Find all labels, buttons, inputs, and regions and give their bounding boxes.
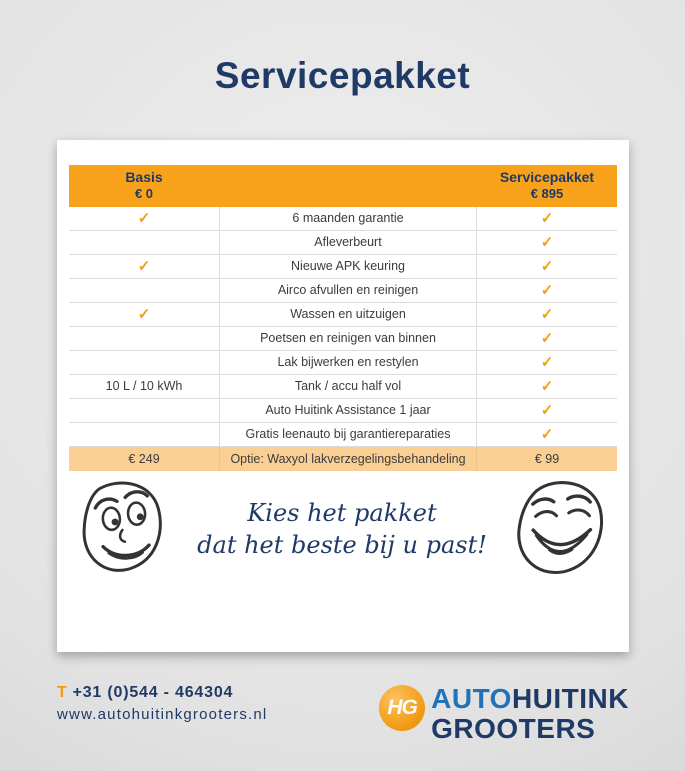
phone-prefix-label: T xyxy=(57,684,68,701)
slogan-text xyxy=(197,497,487,562)
check-icon: ✓ xyxy=(540,378,554,395)
header-service-price: € 895 xyxy=(530,186,564,201)
service-cell xyxy=(477,423,617,446)
table-header xyxy=(69,165,617,207)
check-icon: ✓ xyxy=(540,258,554,275)
check-icon: ✓ xyxy=(540,210,554,227)
table-row xyxy=(69,327,617,351)
service-cell xyxy=(477,255,617,278)
feature-label: Gratis leenauto bij garantiereparaties xyxy=(219,423,477,446)
check-icon: ✓ xyxy=(540,354,554,371)
check-icon: ✓ xyxy=(540,306,554,323)
feature-label: Wassen en uitzuigen xyxy=(219,303,477,326)
feature-label: Tank / accu half vol xyxy=(219,375,477,398)
basis-cell xyxy=(69,255,219,278)
check-icon: ✓ xyxy=(137,306,151,323)
basis-cell xyxy=(69,327,219,350)
header-basis-price: € 0 xyxy=(134,186,154,201)
logo-word-huitink: HUITINK xyxy=(511,683,629,714)
footer xyxy=(57,684,629,743)
logo-monogram-icon: HG xyxy=(379,685,425,731)
service-cell xyxy=(477,351,617,374)
option-row xyxy=(69,447,617,471)
table-row xyxy=(69,231,617,255)
service-cell xyxy=(477,327,617,350)
table-row xyxy=(69,351,617,375)
header-basis xyxy=(69,165,219,207)
logo-text xyxy=(431,685,629,743)
slogan-line-2: dat het beste bij u past! xyxy=(197,531,487,559)
basis-cell xyxy=(69,423,219,446)
phone-number: +31 (0)544 - 464304 xyxy=(72,684,234,701)
option-service-price: € 99 xyxy=(534,452,560,466)
service-cell xyxy=(477,303,617,326)
table-row xyxy=(69,255,617,279)
basis-cell xyxy=(69,351,219,374)
feature-label: Nieuwe APK keuring xyxy=(219,255,477,278)
basis-cell xyxy=(69,207,219,230)
service-cell xyxy=(477,231,617,254)
check-icon: ✓ xyxy=(540,330,554,347)
feature-label: 6 maanden garantie xyxy=(219,207,477,230)
header-service-label: Servicepakket xyxy=(499,169,595,185)
feature-label: Afleverbeurt xyxy=(219,231,477,254)
table-row xyxy=(69,375,617,399)
slogan-section xyxy=(57,472,629,586)
check-icon: ✓ xyxy=(137,258,151,275)
feature-label: Lak bijwerken en restylen xyxy=(219,351,477,374)
header-spacer xyxy=(219,165,477,207)
header-basis-label: Basis xyxy=(125,169,163,185)
page-title: Servicepakket xyxy=(214,55,471,96)
table-row xyxy=(69,207,617,231)
check-icon: ✓ xyxy=(540,402,554,419)
table-row xyxy=(69,399,617,423)
company-logo xyxy=(379,685,629,743)
table-row xyxy=(69,279,617,303)
contact-block xyxy=(57,684,267,723)
check-icon: ✓ xyxy=(540,426,554,443)
check-icon: ✓ xyxy=(137,210,151,227)
option-basis-price: € 249 xyxy=(128,452,160,466)
phone-line xyxy=(57,684,267,702)
feature-label: Auto Huitink Assistance 1 jaar xyxy=(219,399,477,422)
check-icon: ✓ xyxy=(540,234,554,251)
table-body xyxy=(69,207,617,447)
smiley-happy-icon xyxy=(69,470,179,589)
header-service xyxy=(477,165,617,207)
logo-word-auto: AUTO xyxy=(431,683,512,714)
service-card xyxy=(57,140,629,652)
option-label: Optie: Waxyol lakverzegelingsbehandeling xyxy=(219,447,477,471)
table-row xyxy=(69,423,617,447)
basis-cell xyxy=(69,303,219,326)
basis-cell xyxy=(69,279,219,302)
service-cell xyxy=(477,279,617,302)
basis-cell xyxy=(69,399,219,422)
feature-label: Airco afvullen en reinigen xyxy=(219,279,477,302)
logo-line-1 xyxy=(431,685,629,713)
basis-cell xyxy=(69,231,219,254)
logo-word-grooters: GROOTERS xyxy=(431,713,596,744)
service-cell xyxy=(477,207,617,230)
smiley-laughing-icon xyxy=(506,469,616,588)
website-url: www.autohuitinkgrooters.nl xyxy=(57,706,268,723)
basis-cell: 10 L / 10 kWh xyxy=(105,379,183,393)
feature-label: Poetsen en reinigen van binnen xyxy=(219,327,477,350)
service-cell xyxy=(477,399,617,422)
comparison-table xyxy=(69,165,617,471)
service-cell xyxy=(477,375,617,398)
check-icon: ✓ xyxy=(540,282,554,299)
slogan-line-1: Kies het pakket xyxy=(247,498,437,527)
table-row xyxy=(69,303,617,327)
